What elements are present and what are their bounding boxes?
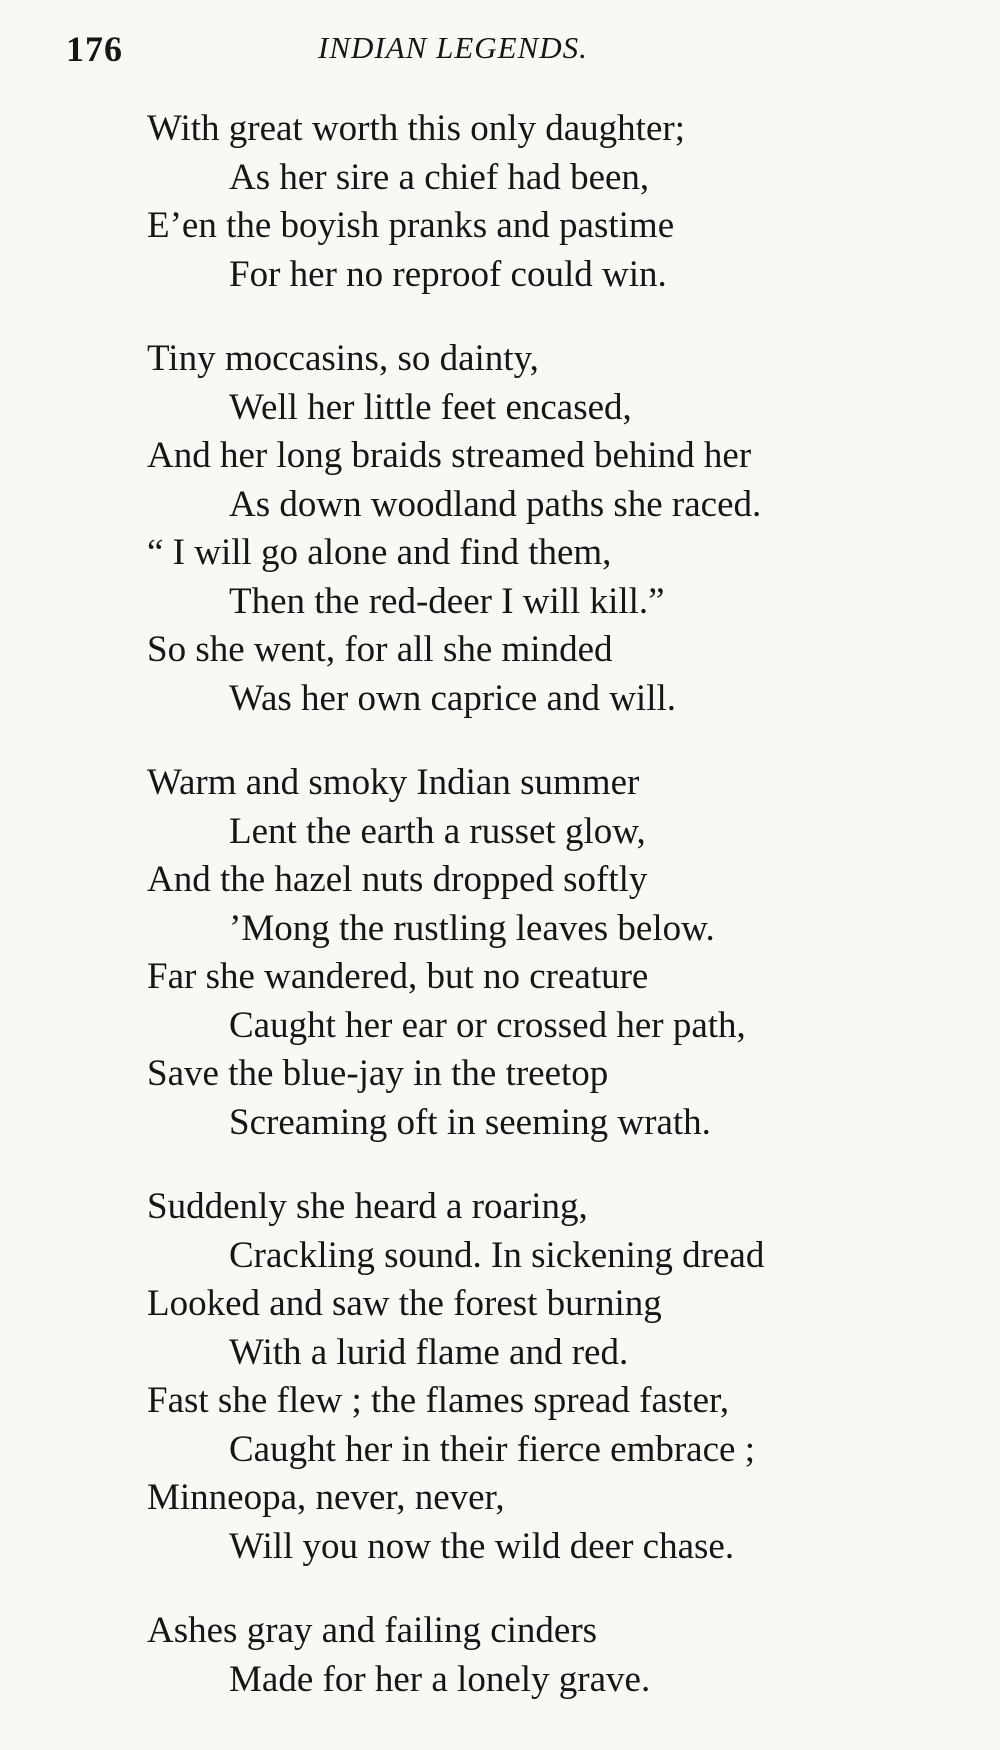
poem-line: Minneopa, never, never,: [147, 1477, 505, 1518]
poem-line: Far she wandered, but no creature: [147, 956, 649, 997]
poem-line: Made for her a lonely grave.: [229, 1658, 651, 1700]
poem-line: Ashes gray and failing cinders: [147, 1610, 598, 1651]
poem-line: ’Mong the rustling leaves below.: [229, 907, 715, 949]
poem-line: Crackling sound. In sickening dread: [229, 1234, 765, 1276]
poem-line: Caught her in their fierce embrace ;: [229, 1428, 755, 1470]
poem-line: Then the red-deer I will kill.”: [229, 580, 665, 622]
poem-body: [147, 105, 967, 1704]
page-number: 176: [66, 29, 123, 69]
poem-line: As down woodland paths she raced.: [229, 483, 762, 525]
poem-line: Well her little feet encased,: [229, 386, 632, 428]
stanza: [147, 335, 967, 723]
poem-line: E’en the boyish pranks and pastime: [147, 205, 675, 246]
poem-line: Looked and saw the forest burning: [147, 1283, 662, 1324]
poem-line: So she went, for all she minded: [147, 629, 613, 670]
poem-line: Will you now the wild deer chase.: [229, 1525, 735, 1567]
poem-line: Lent the earth a russet glow,: [229, 810, 646, 852]
poem-line: Screaming oft in seeming wrath.: [229, 1101, 711, 1143]
poem-line: And the hazel nuts dropped softly: [147, 859, 648, 900]
poem-line: And her long braids streamed behind her: [147, 435, 752, 476]
poem-line: Fast she flew ; the flames spread faster,: [147, 1380, 730, 1421]
poem-line: With great worth this only daughter;: [147, 108, 685, 149]
poem-line: As her sire a chief had been,: [229, 156, 650, 198]
poem-line: Was her own caprice and will.: [229, 677, 677, 719]
running-title: INDIAN LEGENDS.: [318, 30, 588, 65]
poem-line: Suddenly she heard a roaring,: [147, 1186, 588, 1227]
stanza: [147, 1183, 967, 1571]
poem-line: Save the blue-jay in the treetop: [147, 1053, 609, 1094]
poem-line: With a lurid flame and red.: [229, 1331, 629, 1373]
poem-line: Tiny moccasins, so dainty,: [147, 338, 539, 379]
poem-line: For her no reproof could win.: [229, 253, 667, 295]
poem-line: Warm and smoky Indian summer: [147, 762, 640, 803]
stanza: [147, 759, 967, 1147]
stanza: [147, 1607, 967, 1704]
poem-line: Caught her ear or crossed her path,: [229, 1004, 746, 1046]
poem-line: “ I will go alone and find them,: [147, 532, 612, 573]
stanza: [147, 105, 967, 299]
